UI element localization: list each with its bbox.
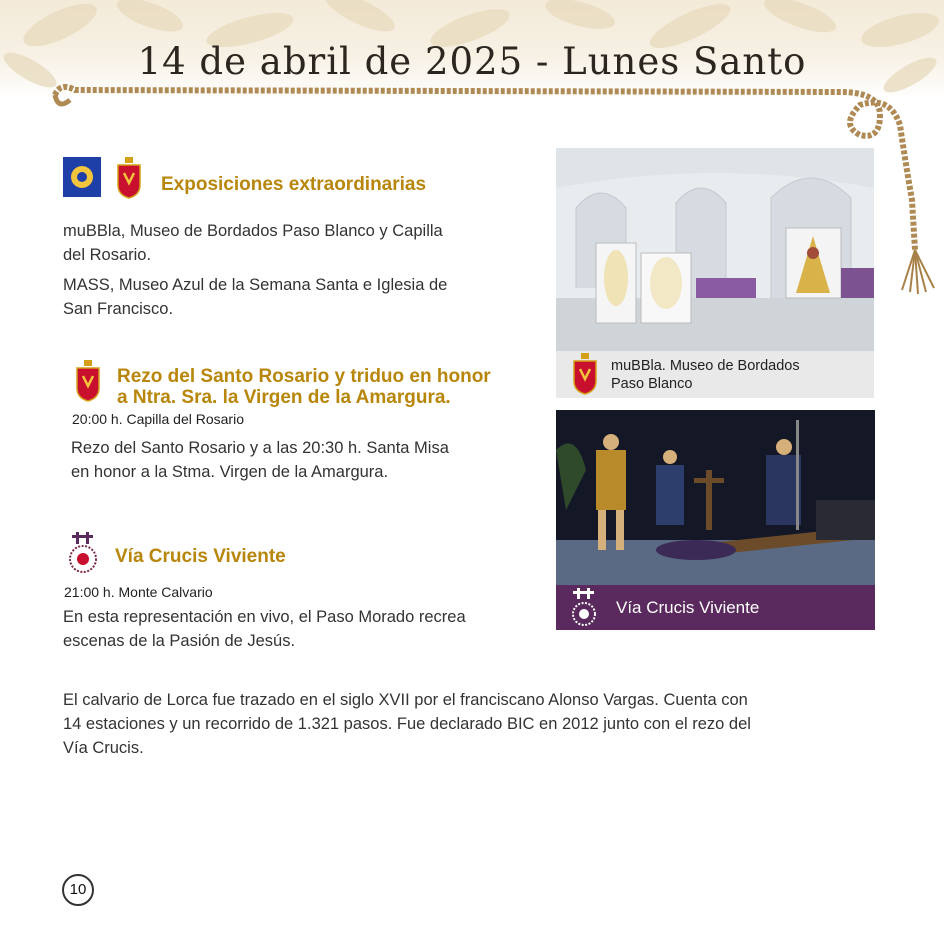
blue-emblem-icon [63, 157, 101, 197]
photo1-caption: muBBla. Museo de Bordados Paso Blanco [556, 351, 874, 398]
red-shield-icon [571, 353, 599, 395]
section-title-exposiciones: Exposiciones extraordinarias [161, 174, 427, 195]
page-title: 14 de abril de 2025 - Lunes Santo [137, 40, 807, 83]
section2-text: Rezo del Santo Rosario y a las 20:30 h. Santa Misa en honor a la Stma. Virgen de la Amargura. [71, 439, 449, 481]
via-crucis-photo [556, 410, 875, 585]
purple-cross-emblem-icon [64, 532, 102, 574]
calvario-paragraph: El calvario de Lorca fue trazado en el siglo XVII por el franciscano Alonso Vargas. Cuenta con 14 estaciones y un recorrido de 1.321 pasos. Fue declarado BIC en 2012 junto con el rezo del Vía Crucis. [63, 691, 751, 757]
museum-photo [556, 148, 874, 351]
section1-text: muBBla, Museo de Bordados Paso Blanco y Capilla del Rosario. MASS, Museo Azul de la Semana Santa e Iglesia de San Francisco. [63, 222, 448, 318]
section-title-rezo: Rezo del Santo Rosario y triduo en honor a Ntra. Sra. la Virgen de la Amargura. [117, 366, 491, 408]
photo2-caption: Vía Crucis Viviente [556, 585, 875, 630]
page-number: 10 [62, 874, 94, 906]
red-shield-icon [115, 157, 143, 199]
section3-text: En esta representación en vivo, el Paso Morado recrea escenas de la Pasión de Jesús. [63, 608, 466, 650]
section2-time-place: 20:00 h. Capilla del Rosario [72, 411, 244, 427]
section-title-via-crucis: Vía Crucis Viviente [115, 546, 286, 567]
section3-time-place: 21:00 h. Monte Calvario [64, 584, 213, 600]
cross-emblem-white-icon [568, 588, 600, 628]
red-shield-icon [74, 360, 102, 402]
